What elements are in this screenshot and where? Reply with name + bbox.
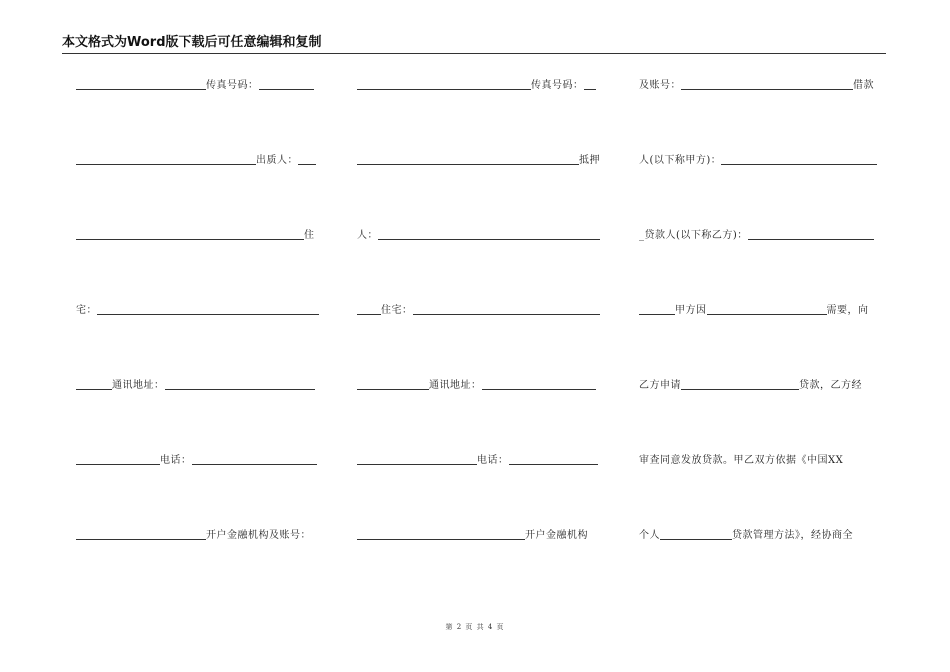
page-footer: 第 2 页 共 4 页 bbox=[445, 623, 505, 631]
fill-in-blank bbox=[76, 539, 206, 540]
form-label: 贷款管理方法》，经协商全 bbox=[732, 530, 853, 541]
form-label: 甲方因 bbox=[675, 305, 707, 316]
fill-in-blank bbox=[748, 239, 874, 240]
fill-in-blank bbox=[681, 89, 853, 90]
middle-form-line-1 bbox=[357, 77, 596, 93]
fill-in-blank bbox=[76, 464, 160, 465]
fill-in-blank bbox=[584, 89, 596, 90]
form-label: 人(以下称甲方)： bbox=[639, 155, 722, 166]
left-form-line-7 bbox=[76, 527, 311, 543]
fill-in-blank bbox=[482, 389, 596, 390]
header-rule bbox=[62, 53, 886, 54]
fill-in-blank bbox=[76, 239, 304, 240]
form-label: 通讯地址： bbox=[112, 380, 165, 391]
form-label: 宅： bbox=[76, 305, 97, 316]
right-form-line-1 bbox=[639, 77, 874, 93]
form-label: 开户金融机构 bbox=[525, 530, 588, 541]
middle-form-line-6 bbox=[357, 452, 598, 468]
right-form-line-3 bbox=[639, 227, 874, 243]
left-form-line-4 bbox=[76, 302, 319, 318]
fill-in-blank bbox=[192, 464, 317, 465]
middle-form-line-5 bbox=[357, 377, 596, 393]
middle-form-line-4 bbox=[357, 302, 600, 318]
form-label: 需要，向 bbox=[826, 305, 869, 316]
form-label: 人： bbox=[357, 230, 378, 241]
fill-in-blank bbox=[357, 464, 477, 465]
form-label: 乙方申请 bbox=[639, 380, 681, 391]
fill-in-blank bbox=[357, 89, 531, 90]
fill-in-blank bbox=[707, 314, 827, 315]
fill-in-blank bbox=[76, 89, 206, 90]
left-form-line-3 bbox=[76, 227, 315, 243]
right-form-line-2 bbox=[639, 152, 877, 168]
left-form-line-1 bbox=[76, 77, 314, 93]
fill-in-blank bbox=[509, 464, 598, 465]
form-label: 出质人： bbox=[256, 155, 298, 166]
middle-form-line-2 bbox=[357, 152, 600, 168]
right-form-line-5 bbox=[639, 377, 862, 393]
left-form-line-6 bbox=[76, 452, 317, 468]
fill-in-blank bbox=[76, 389, 112, 390]
fill-in-blank bbox=[76, 164, 256, 165]
right-form-line-4 bbox=[639, 302, 869, 318]
fill-in-blank bbox=[639, 314, 675, 315]
form-label: 通讯地址： bbox=[429, 380, 482, 391]
document-header: 本文格式为Word版下载后可任意编辑和复制 bbox=[62, 35, 322, 50]
form-label: 住 bbox=[304, 230, 315, 241]
fill-in-blank bbox=[681, 389, 799, 390]
fill-in-blank bbox=[357, 164, 579, 165]
form-label: 借款 bbox=[853, 80, 874, 91]
fill-in-blank bbox=[97, 314, 319, 315]
fill-in-blank bbox=[357, 539, 525, 540]
fill-in-blank bbox=[378, 239, 600, 240]
fill-in-blank bbox=[259, 89, 314, 90]
form-label: 开户金融机构及账号： bbox=[206, 530, 311, 541]
form-label: 贷款，乙方经 bbox=[799, 380, 862, 391]
fill-in-blank bbox=[413, 314, 600, 315]
form-label: _贷款人(以下称乙方)： bbox=[639, 230, 748, 241]
form-label: 电话： bbox=[160, 455, 192, 466]
form-label: 传真号码： bbox=[206, 80, 259, 91]
fill-in-blank bbox=[721, 164, 877, 165]
left-form-line-5 bbox=[76, 377, 315, 393]
form-label: 传真号码： bbox=[531, 80, 584, 91]
fill-in-blank bbox=[357, 314, 381, 315]
form-label: 抵押 bbox=[579, 155, 600, 166]
form-label: 电话： bbox=[477, 455, 509, 466]
form-label: 及账号： bbox=[639, 80, 681, 91]
form-label: 住宅： bbox=[381, 305, 413, 316]
fill-in-blank bbox=[165, 389, 315, 390]
form-label: 个人 bbox=[639, 530, 660, 541]
middle-form-line-3 bbox=[357, 227, 600, 243]
fill-in-blank bbox=[660, 539, 732, 540]
fill-in-blank bbox=[298, 164, 316, 165]
right-form-line-7 bbox=[639, 527, 853, 543]
form-label: 审查同意发放贷款。甲乙双方依据《中国XX bbox=[639, 455, 844, 466]
left-form-line-2 bbox=[76, 152, 316, 168]
right-form-line-6 bbox=[639, 452, 843, 468]
middle-form-line-7 bbox=[357, 527, 588, 543]
fill-in-blank bbox=[357, 389, 429, 390]
